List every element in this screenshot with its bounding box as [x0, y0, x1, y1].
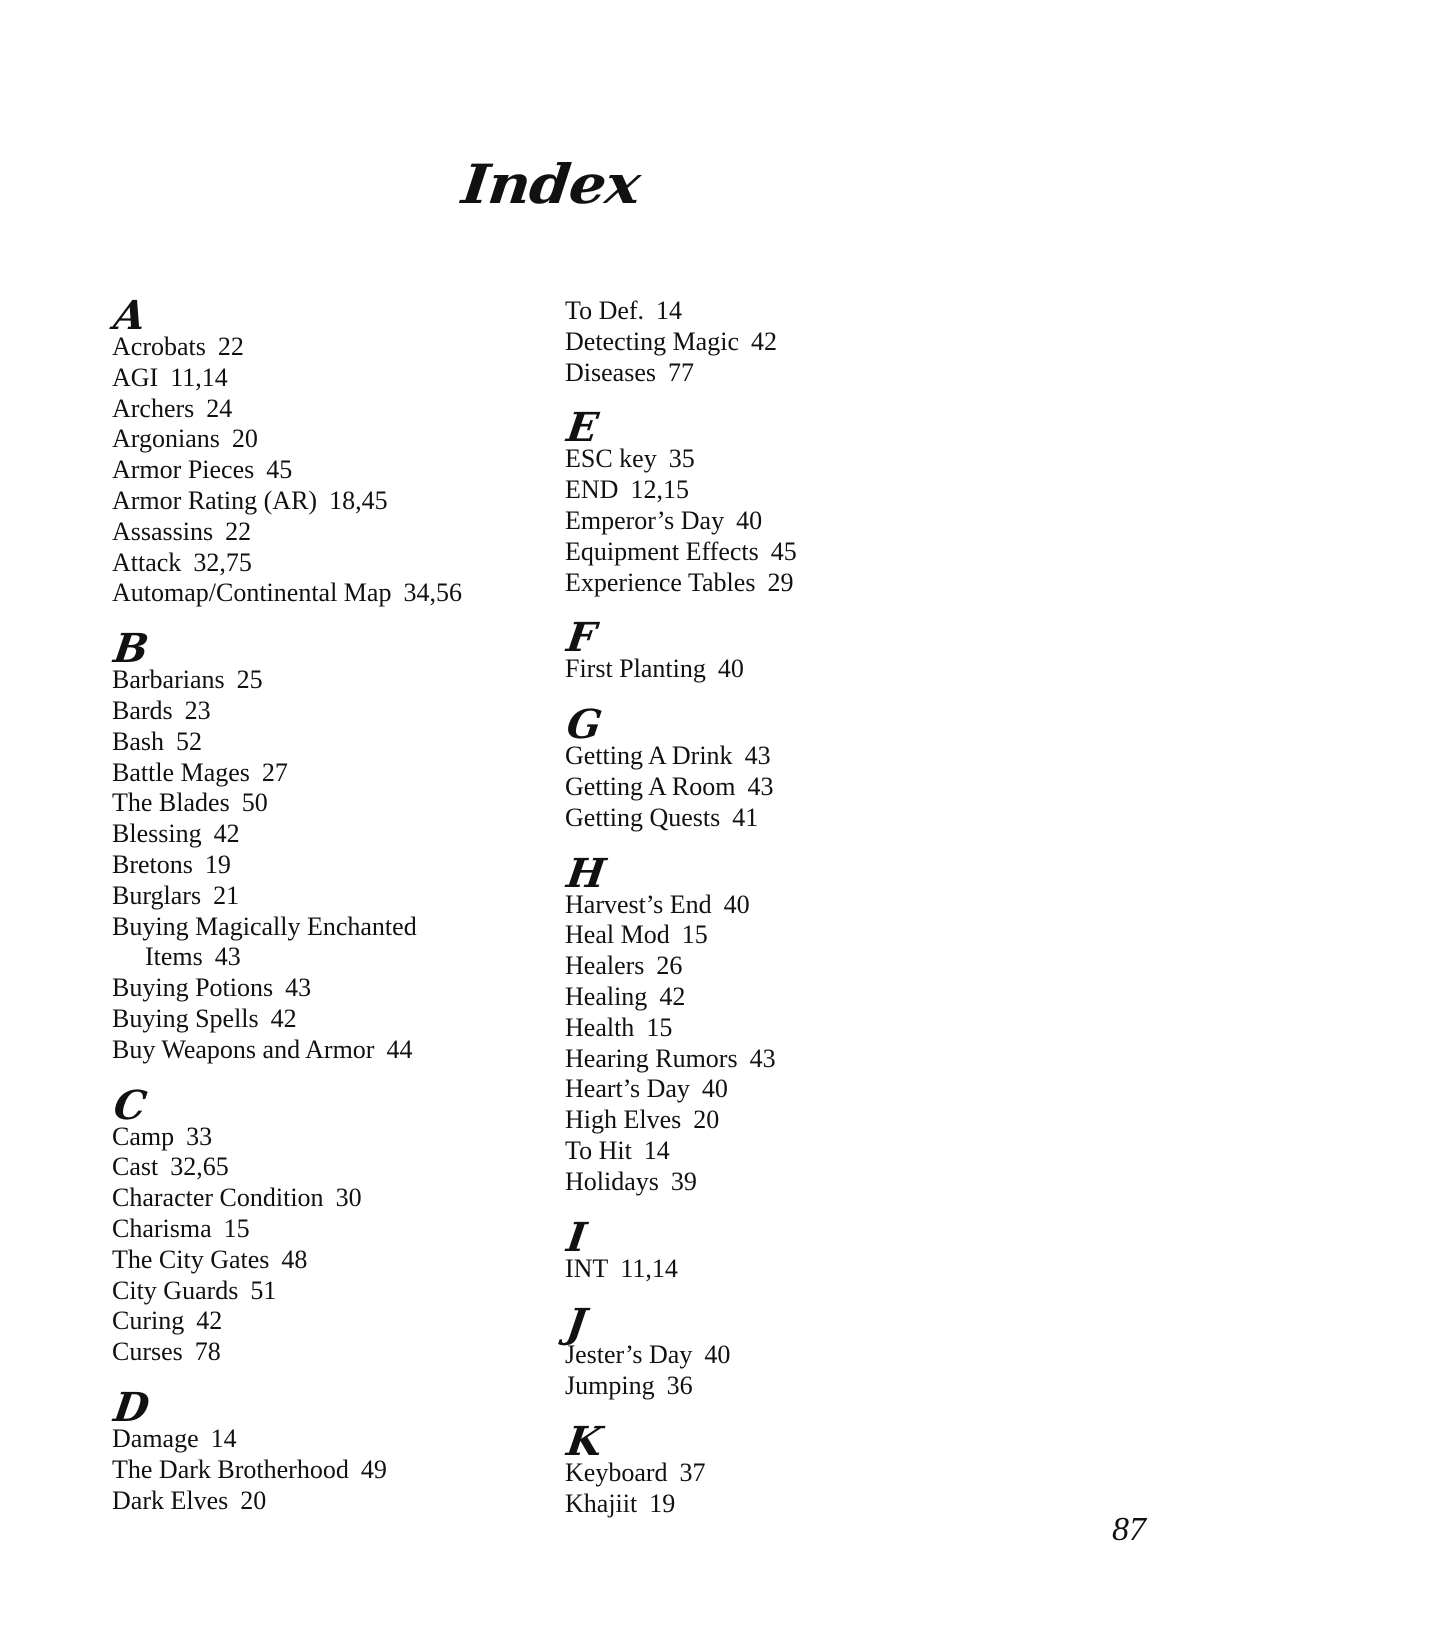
index-entry — [565, 1254, 1045, 1285]
page-title: Index — [458, 152, 643, 216]
index-entry — [112, 758, 552, 789]
index-entry — [112, 788, 552, 819]
index-entry-pages: 36 — [666, 1371, 693, 1401]
index-entry — [112, 819, 552, 850]
index-entry-term: Dark Elves — [112, 1485, 229, 1515]
section-letter: K — [564, 1417, 606, 1465]
index-entry-term: Acrobats — [112, 332, 206, 361]
index-entry-pages: 11,14 — [620, 1253, 678, 1283]
index-entry — [565, 890, 1045, 921]
index-entry — [112, 1214, 552, 1245]
section-gap — [565, 1284, 1045, 1304]
index-entry-term: Holidays — [565, 1166, 659, 1196]
index-entry-pages: 43 — [747, 771, 774, 801]
index-entry-pages: 42 — [659, 981, 686, 1011]
index-entry-pages: 34,56 — [403, 578, 462, 608]
section-letter: I — [564, 1213, 590, 1261]
index-entry-term: Barbarians — [112, 665, 225, 695]
index-column-left — [111, 292, 552, 1516]
index-entry-pages: 39 — [670, 1166, 697, 1196]
index-entry-term: City Guards — [112, 1275, 239, 1305]
index-entry-term: Experience Tables — [565, 567, 756, 597]
index-entry-term: Bash — [112, 726, 164, 756]
index-entry — [565, 1136, 1045, 1167]
index-section — [564, 1213, 1045, 1285]
index-entry-term: Assassins — [112, 516, 214, 546]
index-entry-pages: 15 — [646, 1012, 673, 1042]
index-entry-term: Emperor’s Day — [565, 505, 725, 535]
section-letter: E — [564, 404, 602, 452]
index-entry — [565, 982, 1045, 1013]
index-entry-term: Buying Magically Enchanted — [112, 911, 417, 941]
index-entry-term: Buy Weapons and Armor — [112, 1034, 375, 1064]
index-entry-pages: 40 — [723, 889, 750, 919]
index-entry-term: Damage — [112, 1423, 199, 1453]
index-entry-pages: 45 — [266, 455, 293, 485]
section-letter: J — [564, 1300, 590, 1348]
index-entry — [112, 881, 552, 912]
index-entry-pages: 29 — [767, 567, 794, 597]
index-entry-term: Getting Quests — [565, 802, 721, 832]
index-entry — [565, 1105, 1045, 1136]
index-entry — [112, 1455, 552, 1486]
index-entry-pages: 52 — [176, 726, 202, 756]
index-entry-term: Healers — [565, 951, 645, 981]
section-gap — [565, 1402, 1045, 1422]
index-entry — [565, 1340, 1045, 1371]
index-entry-term: Heart’s Day — [565, 1074, 690, 1104]
index-entry-pages: 22 — [225, 516, 252, 546]
index-entry-pages: 27 — [261, 757, 288, 787]
index-entry — [565, 327, 1045, 358]
index-entry-term: Automap/Continental Map — [112, 578, 392, 608]
index-entry-term: First Planting — [565, 654, 706, 684]
index-entry-term: Keyboard — [565, 1457, 668, 1487]
index-section — [111, 292, 552, 609]
index-entry-pages: 45 — [770, 536, 797, 566]
index-entry-pages: 14 — [210, 1423, 237, 1453]
index-entry-pages: 77 — [667, 357, 694, 387]
section-letter: A — [111, 292, 149, 339]
index-entry — [565, 358, 1045, 389]
section-gap — [565, 834, 1045, 854]
index-entry — [565, 444, 1045, 475]
index-entry-pages: 43 — [285, 973, 312, 1003]
index-entry-pages: 41 — [732, 802, 759, 832]
index-entry-pages: 43 — [749, 1043, 776, 1073]
section-letter: F — [564, 614, 600, 662]
index-entry-term: Bards — [112, 695, 173, 725]
index-entry-pages: 43 — [214, 942, 241, 972]
index-entry-term: To Def. — [565, 296, 645, 325]
index-entry-pages: 19 — [204, 849, 231, 879]
index-entry-term: Getting A Drink — [565, 741, 733, 771]
index-entry-pages: 12,15 — [630, 475, 689, 505]
section-letter: C — [111, 1081, 150, 1129]
index-entry-term: Detecting Magic — [565, 326, 739, 356]
index-entry-term: The City Gates — [112, 1244, 270, 1274]
index-entry-term: ESC key — [565, 444, 657, 474]
index-entry — [112, 1276, 552, 1307]
index-entry — [565, 506, 1045, 537]
index-entry-pages: 11,14 — [170, 362, 228, 392]
index-entry — [565, 296, 1045, 327]
section-gap — [565, 1198, 1045, 1218]
index-entry-pages: 78 — [194, 1337, 221, 1367]
index-entry — [565, 920, 1045, 951]
index-entry-term: Buying Spells — [112, 1003, 259, 1033]
index-entry — [112, 1122, 552, 1153]
index-entry-term: Character Condition — [112, 1183, 324, 1213]
index-entry-term: Armor Pieces — [112, 455, 255, 485]
index-entry-pages: 21 — [213, 880, 240, 910]
index-entry-pages: 26 — [656, 951, 683, 981]
index-entry-term: Armor Rating (AR) — [112, 485, 318, 515]
index-entry — [112, 363, 552, 394]
index-entry-term: Charisma — [112, 1213, 212, 1243]
index-entry-term: AGI — [112, 362, 159, 392]
index-entry-pages: 22 — [217, 332, 244, 361]
index-entry-term: Battle Mages — [112, 757, 250, 787]
index-entry-term: Cast — [112, 1152, 159, 1182]
index-entry-pages: 23 — [184, 695, 211, 725]
index-entry-pages: 20 — [240, 1485, 267, 1515]
index-entry-pages: 40 — [736, 505, 763, 535]
index-entry — [565, 951, 1045, 982]
index-entry — [112, 455, 552, 486]
index-entry-pages: 37 — [679, 1457, 706, 1487]
index-entry-pages: 19 — [649, 1488, 676, 1518]
index-entry — [565, 803, 1045, 834]
index-entry-pages: 15 — [681, 920, 708, 950]
index-entry-term: Jumping — [565, 1371, 655, 1401]
index-entry-pages: 44 — [386, 1034, 413, 1064]
index-entry — [112, 578, 552, 609]
index-entry — [112, 1486, 552, 1517]
index-section — [565, 296, 1045, 388]
section-gap — [565, 388, 1045, 408]
index-entry — [112, 486, 552, 517]
index-entry — [112, 1004, 552, 1035]
section-letter: H — [564, 849, 609, 897]
index-entry — [565, 654, 1045, 685]
index-entry — [112, 548, 552, 579]
index-section — [564, 701, 1045, 833]
index-entry-term: Health — [565, 1012, 635, 1042]
index-entry-pages: 25 — [236, 665, 263, 695]
index-entry-term: Heal Mod — [565, 920, 670, 950]
index-entry-pages: 20 — [231, 424, 258, 454]
index-entry — [112, 1424, 552, 1455]
index-entry-pages: 33 — [186, 1121, 213, 1151]
index-entry-pages: 42 — [751, 326, 777, 356]
index-entry-term: INT — [565, 1253, 609, 1283]
index-entry — [565, 1013, 1045, 1044]
index-entry — [112, 332, 552, 363]
index-section — [564, 614, 1045, 685]
index-entry-pages: 30 — [335, 1183, 362, 1213]
index-entry-pages: 14 — [643, 1135, 670, 1165]
index-entry-term: Camp — [112, 1121, 175, 1151]
index-entry — [112, 1306, 552, 1337]
index-entry-term: The Blades — [112, 788, 230, 818]
section-gap — [565, 685, 1045, 705]
index-entry — [112, 1245, 552, 1276]
index-entry-pages: 32,75 — [193, 547, 252, 577]
section-gap — [112, 609, 552, 629]
index-column-right — [565, 296, 1045, 1520]
index-entry — [565, 1044, 1045, 1075]
section-gap — [112, 1368, 552, 1388]
index-entry — [112, 973, 552, 1004]
index-entry-term: To Hit — [565, 1135, 632, 1165]
index-entry-pages: 49 — [360, 1454, 387, 1484]
index-entry-term: Curses — [112, 1337, 183, 1367]
index-entry-term: END — [565, 475, 619, 505]
index-entry — [112, 942, 552, 973]
index-entry-pages: 24 — [206, 393, 233, 423]
index-entry-pages: 40 — [704, 1340, 731, 1370]
index-entry — [112, 517, 552, 548]
index-entry-pages: 42 — [213, 819, 240, 849]
section-letter: B — [111, 625, 152, 673]
index-entry — [565, 741, 1045, 772]
index-entry-term: Curing — [112, 1306, 185, 1336]
index-entry-term: Hearing Rumors — [565, 1043, 738, 1073]
index-entry — [565, 1371, 1045, 1402]
index-entry-term: The Dark Brotherhood — [112, 1454, 349, 1484]
section-gap — [565, 598, 1045, 618]
index-entry — [565, 1074, 1045, 1105]
index-entry-term: Archers — [112, 393, 195, 423]
index-entry-pages: 35 — [668, 444, 695, 474]
index-entry-pages: 40 — [701, 1074, 728, 1104]
section-letter: G — [564, 701, 605, 749]
index-entry-term: Healing — [565, 981, 648, 1011]
index-entry-pages: 14 — [656, 296, 683, 325]
index-entry-pages: 15 — [223, 1213, 250, 1243]
index-entry-pages: 32,65 — [170, 1152, 229, 1182]
section-gap — [112, 1066, 552, 1086]
index-entry — [112, 850, 552, 881]
index-section — [564, 1300, 1045, 1402]
index-section — [564, 404, 1045, 598]
index-entry-term: Diseases — [565, 357, 656, 387]
index-entry-term: Equipment Effects — [565, 536, 759, 566]
section-letter: D — [111, 1383, 153, 1431]
index-entry-pages: 51 — [250, 1275, 277, 1305]
index-entry — [112, 1035, 552, 1066]
index-entry-pages: 42 — [196, 1306, 223, 1336]
index-entry — [112, 1152, 552, 1183]
index-section — [111, 625, 552, 1065]
index-entry — [112, 727, 552, 758]
index-entry-term: High Elves — [565, 1105, 682, 1135]
index-entry-term: Jester’s Day — [565, 1340, 693, 1370]
index-entry — [565, 1458, 1045, 1489]
index-entry-pages: 20 — [693, 1105, 720, 1135]
index-entry — [112, 1337, 552, 1368]
index-entry-pages: 42 — [270, 1003, 297, 1033]
index-entry — [112, 912, 552, 943]
index-section — [111, 1081, 552, 1368]
index-entry-term: Buying Potions — [112, 973, 274, 1003]
index-entry-term: Bretons — [112, 849, 193, 879]
index-entry-term: Argonians — [112, 424, 220, 454]
index-entry — [565, 772, 1045, 803]
index-entry — [565, 1167, 1045, 1198]
index-entry-term: Attack — [112, 547, 182, 577]
index-entry — [565, 1489, 1045, 1520]
index-section — [111, 1383, 552, 1516]
index-entry — [112, 665, 552, 696]
index-entry-pages: 40 — [717, 654, 744, 684]
index-entry — [112, 696, 552, 727]
index-entry-pages: 50 — [241, 788, 268, 818]
index-entry-pages: 48 — [281, 1244, 308, 1274]
index-entry — [112, 424, 552, 455]
index-entry — [565, 568, 1045, 599]
index-section — [564, 1417, 1045, 1520]
page-number: 87 — [1112, 1511, 1146, 1548]
index-entry-term: Items — [145, 942, 203, 972]
index-entry — [565, 537, 1045, 568]
index-entry-pages: 43 — [744, 741, 771, 771]
index-entry — [112, 394, 552, 425]
index-entry-term: Khajiit — [565, 1488, 638, 1518]
index-section — [564, 849, 1045, 1198]
index-entry-term: Getting A Room — [565, 771, 736, 801]
index-entry — [112, 1183, 552, 1214]
index-entry-pages: 18,45 — [329, 485, 388, 515]
index-entry — [565, 475, 1045, 506]
index-entry-term: Harvest’s End — [565, 889, 712, 919]
index-entry-term: Blessing — [112, 819, 202, 849]
index-entry-term: Burglars — [112, 880, 202, 910]
